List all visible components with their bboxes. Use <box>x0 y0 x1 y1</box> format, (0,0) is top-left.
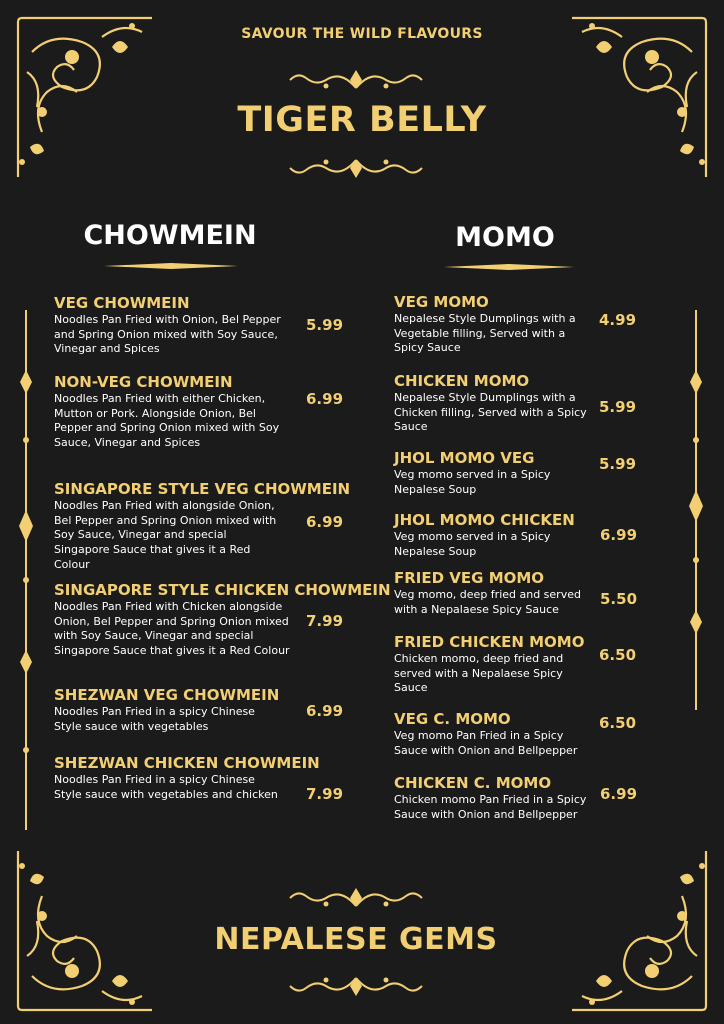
item-price: 5.99 <box>599 398 637 416</box>
menu-item <box>394 633 594 696</box>
item-description: Noodles Pan Fried with Chicken alongside Onion, Bel Pepper and Spring Onion mixed with Soy Sauce, Vinegar and special Singapore Sauce that gives it a Red Colour <box>54 600 290 658</box>
item-description: Chicken momo, deep fried and served with a Nepalaese Spicy Sauce <box>394 652 564 695</box>
item-name: FRIED VEG MOMO <box>394 569 545 587</box>
menu-item <box>54 373 289 451</box>
item-price: 6.99 <box>306 390 344 408</box>
scroll-divider-top-icon <box>286 66 426 94</box>
item-price: 5.99 <box>306 316 344 334</box>
item-description: Veg momo served in a Spicy Nepalese Soup <box>394 530 551 558</box>
menu-item <box>394 710 594 758</box>
menu-item <box>394 774 599 822</box>
momo-section-title: MOMO <box>455 222 555 253</box>
item-price: 6.50 <box>599 714 637 732</box>
item-name: VEG C. MOMO <box>394 710 511 728</box>
item-description: Veg momo Pan Fried in a Spicy Sauce with Onion and Bellpepper <box>394 729 578 757</box>
menu-item <box>54 754 320 802</box>
item-description: Veg momo served in a Spicy Nepalese Soup <box>394 468 551 496</box>
item-description: Veg momo, deep fried and served with a Nepalaese Spicy Sauce <box>394 588 581 616</box>
scroll-divider-footer-icon <box>286 884 426 912</box>
item-name: CHICKEN C. MOMO <box>394 774 552 792</box>
item-description: Nepalese Style Dumplings with a Vegetable filling, Served with a Spicy Sauce <box>394 312 576 355</box>
menu-item <box>394 511 594 559</box>
item-price: 6.99 <box>600 526 638 544</box>
item-name: SINGAPORE STYLE CHICKEN CHOWMEIN <box>54 581 391 599</box>
item-description: Noodles Pan Fried with either Chicken, Mutton or Pork. Alongside Onion, Bel Pepper and Spring Onion mixed with Soy Sauce, Vinegar and Spices <box>54 392 280 450</box>
item-name: SHEZWAN CHICKEN CHOWMEIN <box>54 754 320 772</box>
side-ornament-left-icon <box>18 310 34 830</box>
tagline: SAVOUR THE WILD FLAVOURS <box>241 26 483 42</box>
item-description: Chicken momo Pan Fried in a Spicy Sauce with Onion and Bellpepper <box>394 793 587 821</box>
item-price: 4.99 <box>599 311 637 329</box>
item-price: 5.99 <box>599 455 637 473</box>
item-description: Noodles Pan Fried with Onion, Bel Pepper and Spring Onion mixed with Soy Sauce, Vinegar and Spices <box>54 313 281 356</box>
menu-item <box>394 372 596 435</box>
item-name: CHICKEN MOMO <box>394 372 530 390</box>
item-name: JHOL MOMO VEG <box>394 449 535 467</box>
menu-item <box>394 449 594 497</box>
item-price: 6.99 <box>306 513 344 531</box>
menu-item <box>54 686 284 734</box>
item-name: FRIED CHICKEN MOMO <box>394 633 585 651</box>
footer-title: NEPALESE GEMS <box>214 922 498 957</box>
menu-item <box>394 569 594 617</box>
item-name: SHEZWAN VEG CHOWMEIN <box>54 686 280 704</box>
scroll-divider-bottom-icon <box>286 970 426 1000</box>
item-price: 5.50 <box>600 590 638 608</box>
item-price: 7.99 <box>306 612 344 630</box>
item-description: Noodles Pan Fried in a spicy Chinese Style sauce with vegetables and chicken <box>54 773 278 801</box>
item-price: 6.99 <box>600 785 638 803</box>
side-ornament-right-icon <box>688 310 704 710</box>
chowmein-title-underline-icon <box>104 262 238 270</box>
momo-title-underline-icon <box>444 263 574 271</box>
item-name: NON-VEG CHOWMEIN <box>54 373 233 391</box>
item-price: 7.99 <box>306 785 344 803</box>
item-price: 6.50 <box>599 646 637 664</box>
menu-item <box>54 294 289 357</box>
item-description: Nepalese Style Dumplings with a Chicken filling, Served with a Spicy Sauce <box>394 391 587 434</box>
chowmein-section-title: CHOWMEIN <box>83 220 257 251</box>
item-price: 6.99 <box>306 702 344 720</box>
item-name: VEG CHOWMEIN <box>54 294 190 312</box>
item-description: Noodles Pan Fried with alongside Onion, Bel Pepper and Spring Onion mixed with Soy Sauce, Vinegar and special Singapore Sauce that gives it a Red Colour <box>54 499 277 571</box>
item-name: VEG MOMO <box>394 293 489 311</box>
item-description: Noodles Pan Fried in a spicy Chinese Style sauce with vegetables <box>54 705 255 733</box>
brand-title: TIGER BELLY <box>237 100 487 140</box>
item-name: JHOL MOMO CHICKEN <box>394 511 575 529</box>
menu-item <box>394 293 594 356</box>
item-name: SINGAPORE STYLE VEG CHOWMEIN <box>54 480 351 498</box>
scroll-divider-below-brand-icon <box>286 152 426 182</box>
